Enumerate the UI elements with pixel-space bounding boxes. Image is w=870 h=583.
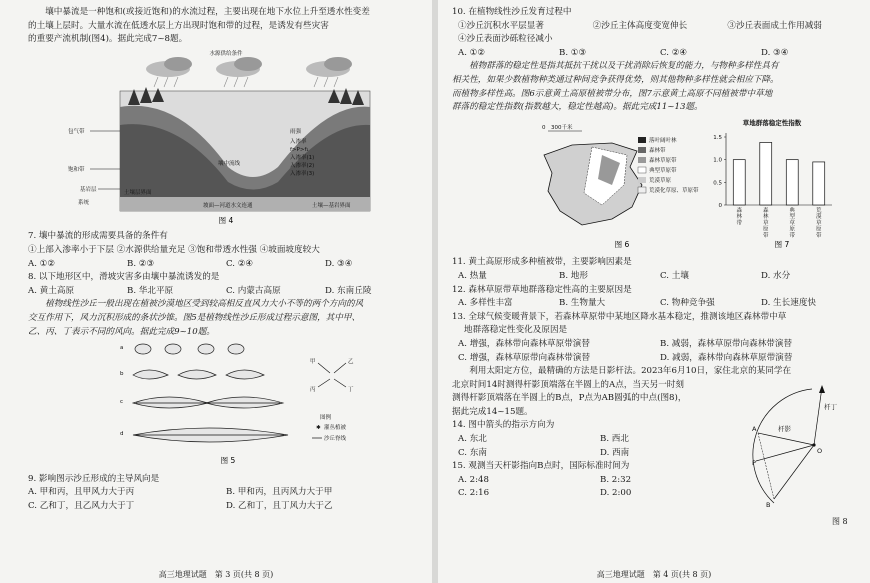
option[interactable]: C. 乙和丁，且乙风力大于丁 — [28, 500, 135, 511]
semicircle-arc — [753, 389, 812, 503]
fig7-title: 草地群落稳定性指数 — [742, 118, 802, 127]
cloud-icon — [306, 57, 352, 77]
label-system: 系统 — [78, 199, 90, 206]
q10-stem: 10. 在植物线性沙丘发育过程中 — [452, 7, 572, 17]
option[interactable]: C. 内蒙古高原 — [226, 285, 281, 296]
option[interactable]: C. ②④ — [226, 258, 254, 269]
q14-options — [452, 447, 742, 461]
row-label: d — [120, 431, 124, 438]
q14-options — [452, 433, 742, 447]
option[interactable]: B. 减弱，森林草原带向森林带演替 — [660, 338, 793, 349]
option[interactable]: C. 物种竞争强 — [660, 298, 715, 309]
option[interactable]: C. ②④ — [660, 47, 688, 58]
label-shadow: 杆影 — [778, 425, 791, 434]
label-inf3: 入渗率(3) — [290, 170, 315, 177]
legend-item: 森林草原带 — [649, 157, 677, 164]
page-right — [438, 0, 870, 583]
q11-stem: 11. 黄土高原形成多种植被带，主要影响因素是 — [452, 257, 632, 268]
figure-8 — [752, 383, 862, 513]
label-rain: 雨强 — [290, 128, 302, 135]
intro3-line: 相关性，如果少数植物种类通过种间竞争获得优势，则其他物种多样性就会相应下降。 — [452, 74, 779, 85]
q10-item: ④沙丘表面沙砾粒径减小 — [458, 34, 553, 45]
row-label: c — [120, 399, 124, 406]
shrub-icon: ✱ — [316, 425, 321, 432]
intro2-line: 乙、丙、丁表示不同的风向。据此完成9~10题。 — [28, 326, 215, 337]
option[interactable]: A. 多样性丰富 — [458, 298, 513, 309]
q8-options — [28, 285, 424, 299]
label-inf1: 入渗率(1) — [290, 154, 315, 161]
fig4-caption: 图 4 — [218, 215, 234, 225]
label-interflow: 壤中流线 — [218, 160, 241, 167]
legend-ridge: 沙丘脊线 — [324, 436, 347, 443]
q8-stem: 8. 以下地形区中，滑坡灾害多由壤中暴流诱发的是 — [28, 272, 220, 283]
option[interactable]: C. 2:16 — [458, 488, 490, 499]
q9-stem: 9. 影响图示沙丘形成的主导风向是 — [28, 473, 160, 484]
label-water-table: 土壤—基岩界面 — [312, 202, 351, 209]
y-tick-label: 0 — [718, 202, 722, 209]
q10-item: ③沙丘表面成土作用减弱 — [727, 20, 822, 31]
q13-stem: 13. 全球气候变暖背景下，若森林草原带中某地区降水基本稳定，推测该地区森林带中草 — [452, 311, 787, 322]
page-footer: 高三地理试题 第 3 页(共 8 页) — [158, 570, 274, 579]
label-inf2: 入渗率(2) — [290, 162, 315, 169]
option[interactable]: A. 黄土高原 — [28, 285, 75, 296]
figure-5 — [28, 339, 424, 467]
q11-options — [452, 270, 862, 284]
q10-items — [452, 20, 862, 34]
legend-item: 荒漠草原 — [649, 177, 672, 184]
rain-lines — [154, 77, 338, 87]
dir-bing: 丙 — [310, 387, 316, 394]
q9-options — [28, 486, 424, 500]
option[interactable]: C. 土壤 — [660, 270, 689, 281]
row-label: b — [120, 371, 124, 378]
intro2-line: 植物线性沙丘一般出现在植被沙漠地区受到较高相反直风力大小不等的两个方向的风 — [45, 299, 364, 310]
label-saturated: 饱和带 — [68, 166, 85, 173]
label-O: O — [817, 447, 823, 456]
right-column — [452, 6, 862, 527]
label-f: f>P>f₁ — [290, 146, 309, 153]
q15-options — [452, 474, 742, 488]
label-A: A — [752, 425, 757, 434]
option[interactable]: A. ①② — [458, 47, 486, 58]
q7-stem: 7. 壤中暴流的形成需要具备的条件有 — [28, 231, 168, 242]
option[interactable]: B. 甲和丙，且丙风力大于甲 — [226, 487, 333, 498]
intro3-line: 群落的稳定性指数(指数越大，稳定性越高)。据此完成11~13题。 — [452, 102, 703, 113]
option[interactable]: A. 2:48 — [458, 474, 489, 485]
bar — [786, 159, 798, 204]
fig8-caption: 图 8 — [832, 517, 848, 527]
category-labels — [736, 206, 822, 239]
option[interactable]: A. 增强，森林带向森林草原带演替 — [458, 338, 590, 349]
q10-options — [452, 47, 862, 61]
option[interactable]: D. ③④ — [325, 258, 353, 269]
fig6-caption: 图 6 — [614, 239, 630, 249]
option[interactable]: A. 热量 — [458, 270, 487, 281]
option[interactable]: B. ①③ — [559, 47, 587, 58]
legend-item: 典型草原带 — [649, 167, 677, 174]
q12-options — [452, 297, 862, 311]
q7-items: ①上部入渗率小于下层 ②水源供给量充足 ③饱和带透水性强 ④坡面坡度较大 — [28, 244, 320, 255]
option[interactable]: B. 地形 — [559, 270, 588, 281]
page-footer: 高三地理试题 第 4 页(共 8 页) — [596, 570, 712, 579]
option[interactable]: D. 东南丘陵 — [325, 285, 372, 296]
q13-options — [452, 338, 862, 352]
category-label: 森林草原带 — [762, 207, 769, 239]
figures-6-7 — [452, 115, 862, 251]
bars — [733, 142, 824, 205]
row-label: a — [120, 345, 124, 352]
fig6-legend — [638, 136, 699, 194]
label-low-perm: 土壤层界面 — [124, 189, 152, 196]
q14-15-block — [452, 365, 862, 527]
option[interactable]: D. 2:00 — [600, 488, 632, 499]
y-tick-label: 0.5 — [713, 180, 722, 187]
label-P: P — [752, 459, 756, 468]
legend-item: 森林带 — [649, 147, 666, 154]
arrow-head-icon — [819, 385, 825, 393]
dir-ding: 丁 — [348, 387, 354, 394]
q9-options — [28, 500, 424, 514]
option[interactable]: D. 水分 — [761, 270, 791, 281]
category-label: 森林带 — [736, 207, 743, 227]
option[interactable]: B. 生物量大 — [559, 298, 606, 309]
q7-options — [28, 258, 424, 272]
figure-4 — [28, 47, 424, 225]
bar — [760, 142, 772, 205]
intro-line: 壤中暴流是一种饱和(或接近饱和)的水流过程，主要出现在地下水位上升至透水性变差 — [45, 7, 370, 17]
q10-item: ②沙丘主体高度变宽伸长 — [592, 20, 688, 31]
label-river-contact: 坡面—河道水文连通 — [203, 202, 253, 209]
label-aeration: 包气带 — [68, 128, 85, 135]
intro4-line: 据此完成14~15题。 — [452, 406, 533, 417]
shadow-line — [758, 433, 814, 445]
left-column — [28, 6, 424, 514]
bar — [733, 159, 745, 204]
option[interactable]: A. 甲和丙，且甲风力大于丙 — [28, 487, 135, 498]
legend-shrub: 灌丛植被 — [324, 425, 347, 432]
category-label: 典型草原带 — [789, 207, 796, 239]
dir-yi: 乙 — [348, 359, 354, 366]
wind-arrows — [318, 363, 346, 387]
option[interactable]: A. 东北 — [458, 434, 487, 445]
intro4-line: 北京时间14时测得杆影顶端落在半圆上的A点，当天另一时刻 — [452, 379, 684, 390]
fig5-caption: 图 5 — [220, 456, 236, 466]
q12-stem: 12. 森林草原带草地群落稳定性高的主要原因是 — [452, 284, 632, 295]
option[interactable]: C. 增强，森林草原带向森林带演替 — [458, 352, 591, 363]
cloud-icon — [146, 57, 192, 77]
option[interactable]: B. 西北 — [600, 434, 629, 445]
fig6-scale: 0 300千米 — [542, 124, 573, 131]
label-pole: 杆丁 — [824, 403, 837, 412]
intro4-line: 利用太阳定方位，最精确的方法是日影杆法。2023年6月10日，家住北京的某同学在 — [469, 366, 792, 377]
q15-stem: 15. 观测当天杆影指向B点时，国际标准时间为 — [452, 461, 630, 472]
dune-shapes — [133, 344, 288, 442]
option[interactable]: D. 减弱，森林带向森林草原带演替 — [660, 352, 793, 363]
option[interactable]: D. ③④ — [761, 47, 789, 58]
intro2-line: 交互作用下，风力沉积形成的条状沙锥。图5是植物线性沙丘形成过程示意图，其中甲、 — [28, 312, 361, 323]
option[interactable]: A. ①② — [28, 258, 56, 269]
label-inf: 入渗率 — [290, 138, 307, 145]
q15-options — [452, 487, 742, 501]
option[interactable]: D. 西南 — [600, 447, 630, 458]
page-left — [0, 0, 432, 583]
category-label: 荒漠草原带 — [815, 207, 822, 239]
option[interactable]: C. 东南 — [458, 447, 487, 458]
dir-jia: 甲 — [310, 359, 316, 366]
cloud-icon — [216, 57, 262, 77]
intro-line: 的重要产流机制(图4)。据此完成7~8题。 — [28, 34, 188, 45]
q13-options — [452, 352, 862, 366]
option[interactable]: B. 2:32 — [600, 474, 632, 485]
bar — [813, 162, 825, 205]
q14-stem: 14. 图中箭头的指示方向为 — [452, 420, 555, 431]
y-tick-label: 1.0 — [713, 157, 722, 164]
option[interactable]: B. ②③ — [127, 258, 155, 269]
label-B: B — [766, 501, 771, 510]
intro3-line: 而植物多样性高。图6示意黄土高原植被带分布，图7示意黄土高原不同植被带中草地 — [452, 88, 773, 99]
intro3-line: 植物群落的稳定性是指其抵抗干扰以及干扰消除后恢复的能力，与物种多样性具有 — [469, 61, 779, 72]
legend-title: 图例 — [320, 415, 332, 422]
y-tick-label: 1.5 — [713, 134, 722, 141]
legend-item: 落叶阔叶林 — [649, 137, 677, 144]
q10-item: ①沙丘沉积水平层显著 — [458, 20, 544, 31]
label-bedrock: 基岩层 — [80, 186, 97, 193]
intro-line: 的土壤上层时。大量水流在低透水层上方出现时饱和带的过程，是诱发有些灾害 — [28, 20, 329, 31]
option[interactable]: D. 乙和丁，且丁风力大于乙 — [226, 500, 333, 511]
q13-stem2: 地群落稳定性变化及原因是 — [464, 325, 568, 336]
option[interactable]: D. 生长速度快 — [761, 298, 817, 309]
north-arrow — [814, 387, 822, 445]
fig4-title: 水源供给条件 — [209, 50, 243, 57]
intro4-line: 测得杆影顶端落在半圆上的B点，P点为AB圆弧的中点(图8)， — [452, 393, 687, 404]
legend-item: 荒漠化草原、草原带 — [649, 187, 699, 194]
y-ticks — [713, 135, 726, 209]
option[interactable]: B. 华北平原 — [127, 285, 174, 296]
fig7-caption: 图 7 — [774, 239, 790, 249]
